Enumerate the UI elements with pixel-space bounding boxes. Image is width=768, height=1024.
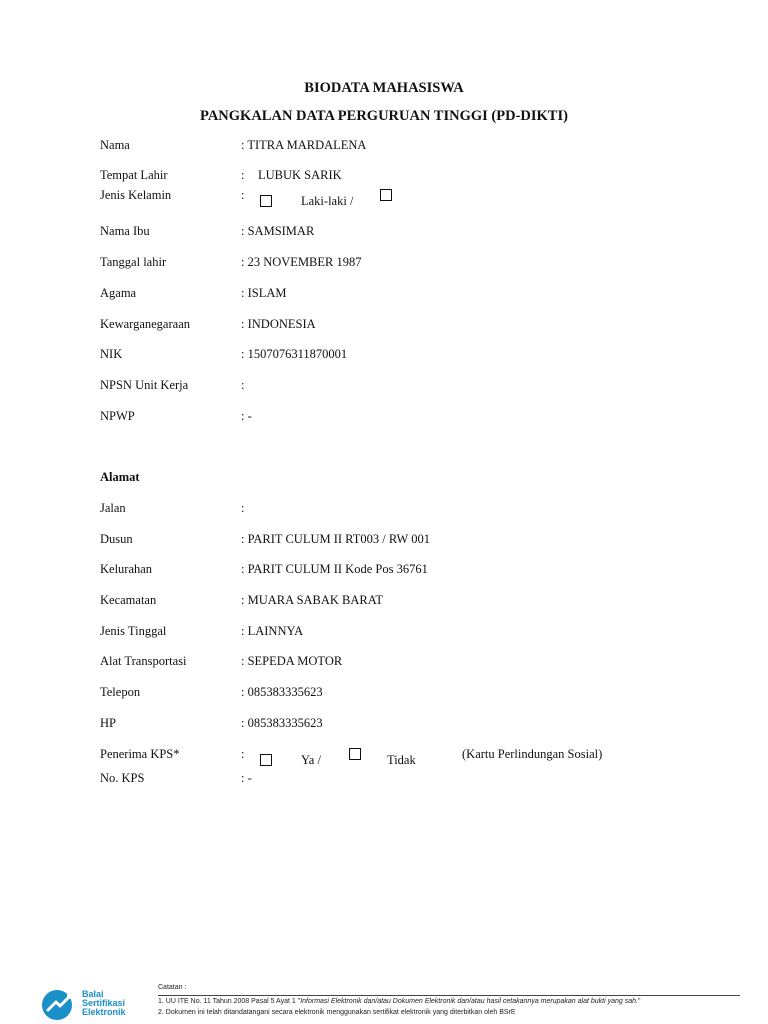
npwp-label: NPWP <box>100 409 135 423</box>
kps-colon: : <box>241 747 245 761</box>
laki-laki-checkbox[interactable] <box>260 195 272 207</box>
jalan-label: Jalan <box>100 501 126 515</box>
perempuan-checkbox[interactable] <box>380 189 392 201</box>
bsre-logo-icon <box>40 988 78 1022</box>
page-subtitle: PANGKALAN DATA PERGURUAN TINGGI (PD-DIKTI) <box>200 108 568 124</box>
agama-value: : ISLAM <box>241 286 287 300</box>
dusun-label: Dusun <box>100 532 133 546</box>
footer-note-2: 2. Dokumen ini telah ditandatangani secara elektronik menggunakan sertifikat elektronik yang diterbitkan oleh BSrE <box>158 1009 516 1016</box>
npsn-label: NPSN Unit Kerja <box>100 378 189 392</box>
kps-tidak-label: Tidak <box>387 753 416 767</box>
hp-label: HP <box>100 716 116 730</box>
alamat-heading: Alamat <box>100 470 140 484</box>
kecamatan-value: : MUARA SABAK BARAT <box>241 593 384 607</box>
jenis-kelamin-colon: : <box>241 188 245 202</box>
nama-value: : TITRA MARDALENA <box>241 138 367 152</box>
no-kps-label: No. KPS <box>100 771 145 785</box>
telepon-value: : 085383335623 <box>241 685 323 699</box>
logo-line-3: Elektronik <box>82 1007 126 1017</box>
jenis-tinggal-value: : LAINNYA <box>241 624 304 638</box>
catatan-label: Catatan : <box>158 984 187 991</box>
kelurahan-value: : PARIT CULUM II Kode Pos 36761 <box>241 562 428 576</box>
kecamatan-label: Kecamatan <box>100 593 157 607</box>
npwp-value: : - <box>241 409 252 423</box>
dusun-value: : PARIT CULUM II RT003 / RW 001 <box>241 532 430 546</box>
kps-note: (Kartu Perlindungan Sosial) <box>462 747 603 761</box>
nama-ibu-value: : SAMSIMAR <box>241 224 315 238</box>
kps-tidak-checkbox[interactable] <box>349 748 361 760</box>
tanggal-lahir-label: Tanggal lahir <box>100 255 167 269</box>
nama-ibu-label: Nama Ibu <box>100 224 150 238</box>
tanggal-lahir-value: : 23 NOVEMBER 1987 <box>241 255 362 269</box>
alat-transportasi-label: Alat Transportasi <box>100 654 187 668</box>
kps-ya-label: Ya / <box>301 753 321 767</box>
tempat-lahir-label: Tempat Lahir <box>100 168 168 182</box>
telepon-label: Telepon <box>100 685 141 699</box>
footer-note-1: 1. UU ITE No. 11 Tahun 2008 Pasal 5 Ayat 1 "Informasi Elektronik dan/atau Dokumen Elektronik dan/atau hasil cetakannya merupakan alat bukti yang sah." <box>158 998 641 1005</box>
logo-line-2: Sertifikasi <box>82 998 126 1008</box>
tempat-lahir-value: LUBUK SARIK <box>258 168 342 182</box>
footer-divider <box>158 995 740 996</box>
logo-line-1: Balai <box>82 989 104 999</box>
kelurahan-label: Kelurahan <box>100 562 153 576</box>
nik-value: : 1507076311870001 <box>241 347 348 361</box>
page-title: BIODATA MAHASISWA <box>304 80 464 96</box>
kps-ya-checkbox[interactable] <box>260 754 272 766</box>
jalan-value: : <box>241 501 245 515</box>
npsn-value: : <box>241 378 245 392</box>
kewarganegaraan-value: : INDONESIA <box>241 317 316 331</box>
no-kps-value: : - <box>241 771 252 785</box>
jenis-tinggal-label: Jenis Tinggal <box>100 624 167 638</box>
nama-label: Nama <box>100 138 130 152</box>
laki-laki-label: Laki-laki / <box>301 194 354 208</box>
kps-label: Penerima KPS* <box>100 747 180 761</box>
alat-transportasi-value: : SEPEDA MOTOR <box>241 654 343 668</box>
kewarganegaraan-label: Kewarganegaraan <box>100 317 190 331</box>
jenis-kelamin-label: Jenis Kelamin <box>100 188 172 202</box>
tempat-lahir-colon: : <box>241 168 245 182</box>
bsre-logo-text <box>82 990 126 1017</box>
hp-value: : 085383335623 <box>241 716 323 730</box>
agama-label: Agama <box>100 286 137 300</box>
nik-label: NIK <box>100 347 123 361</box>
